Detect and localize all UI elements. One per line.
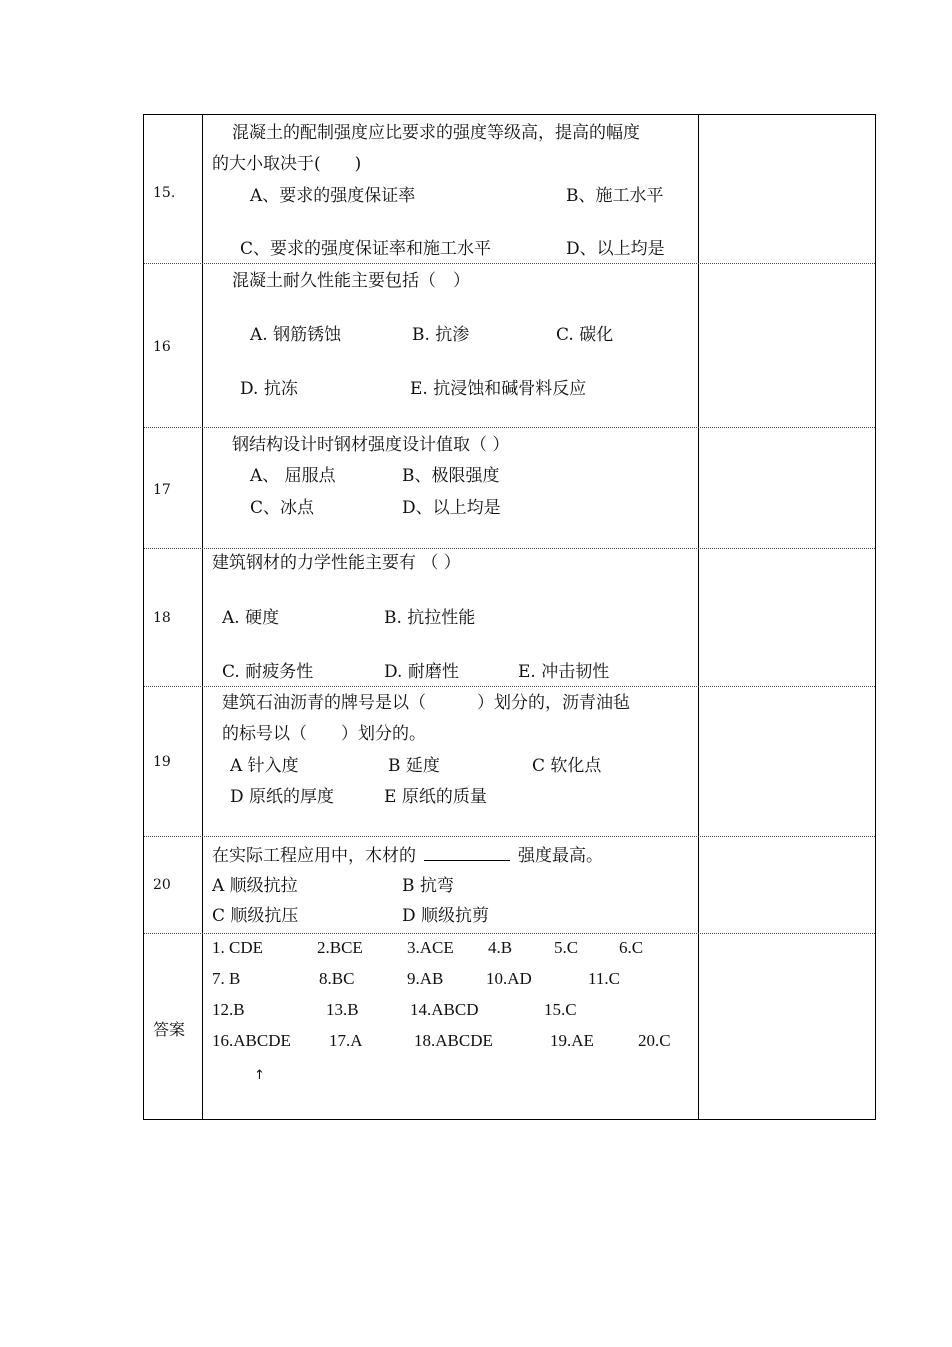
option: A、 屈服点: [250, 466, 336, 486]
question-stem-start: 在实际工程应用中，木材的: [212, 846, 416, 866]
option: A 针入度: [230, 756, 299, 776]
option: E 原纸的质量: [384, 787, 487, 807]
option: C、冰点: [250, 498, 315, 518]
answer-item: 6.C: [619, 938, 644, 957]
question-number: 18: [153, 610, 171, 626]
option: C 软化点: [532, 756, 602, 776]
option: D. 耐磨性: [384, 662, 459, 682]
row-divider: [144, 933, 875, 934]
option: D、以上均是: [402, 498, 501, 518]
question-number: 15.: [153, 185, 176, 201]
option: B. 抗渗: [412, 325, 470, 345]
question-stem-end: 强度最高。: [518, 846, 603, 866]
answer-item: 2.BCE: [317, 938, 363, 957]
question-stem: 混凝土的配制强度应比要求的强度等级高，提高的幅度: [232, 123, 640, 143]
answer-item: 7. B: [212, 969, 241, 988]
answer-item: 3.ACE: [407, 938, 454, 957]
option: E. 冲击韧性: [518, 662, 610, 682]
row-divider: [144, 548, 875, 549]
question-number: 20: [153, 877, 171, 893]
option: C. 耐疲务性: [222, 662, 314, 682]
question-number: 19: [153, 754, 171, 770]
answer-item: 9.AB: [407, 969, 444, 988]
arrow-up-icon: ↑: [254, 1068, 265, 1083]
question-stem: 建筑石油沥青的牌号是以（ ）划分的，沥青油毡: [222, 693, 630, 713]
answer-item: 16.ABCDE: [212, 1031, 291, 1050]
answer-item: 8.BC: [319, 969, 355, 988]
option: D 顺级抗剪: [402, 906, 490, 926]
option: D 原纸的厚度: [230, 787, 335, 807]
question-number: 17: [153, 482, 171, 498]
question-number: 16: [153, 339, 171, 355]
row-divider: [144, 836, 875, 837]
option: B 抗弯: [402, 876, 454, 896]
question-stem: 混凝土耐久性能主要包括（ ）: [232, 271, 470, 291]
option: A、要求的强度保证率: [250, 186, 416, 206]
option: B 延度: [388, 756, 440, 776]
option: C、要求的强度保证率和施工水平: [240, 239, 492, 259]
answer-item: 1. CDE: [212, 938, 263, 957]
option: B、极限强度: [402, 466, 500, 486]
answer-item: 18.ABCDE: [414, 1031, 493, 1050]
answer-item: 14.ABCD: [410, 1000, 479, 1019]
column-divider-left: [202, 115, 203, 1119]
answer-item: 20.C: [638, 1031, 671, 1050]
option: D、以上均是: [566, 239, 665, 259]
answer-item: 5.C: [554, 938, 579, 957]
quiz-table: [143, 114, 876, 1120]
question-stem: 钢结构设计时钢材强度设计值取（ ）: [232, 435, 510, 455]
option: C 顺级抗压: [212, 906, 299, 926]
option: A. 硬度: [222, 608, 280, 628]
answer-item: 4.B: [488, 938, 513, 957]
answer-item: 15.C: [544, 1000, 577, 1019]
option: B. 抗拉性能: [384, 608, 476, 628]
answer-item: 11.C: [588, 969, 620, 988]
answer-item: 10.AD: [486, 969, 532, 988]
option: B、施工水平: [566, 186, 664, 206]
option: C. 碳化: [556, 325, 614, 345]
answer-item: 12.B: [212, 1000, 245, 1019]
answer-label: 答案: [153, 1020, 186, 1039]
answer-item: 17.A: [329, 1031, 363, 1050]
row-divider: [144, 686, 875, 687]
option: D. 抗冻: [240, 379, 298, 399]
option: E. 抗浸蚀和碱骨料反应: [410, 379, 587, 399]
question-stem: [212, 845, 603, 867]
row-divider: [144, 427, 875, 428]
row-divider: [144, 263, 875, 264]
answer-item: 13.B: [326, 1000, 359, 1019]
answer-item: 19.AE: [550, 1031, 594, 1050]
question-stem: 的标号以（ ）划分的。: [222, 724, 426, 744]
question-stem: 的大小取决于( ): [212, 154, 362, 174]
column-divider-right: [698, 115, 699, 1119]
fill-in-blank: [424, 846, 510, 861]
option: A 顺级抗拉: [212, 876, 298, 896]
question-stem: 建筑钢材的力学性能主要有 （ ）: [212, 553, 461, 573]
option: A. 钢筋锈蚀: [250, 325, 342, 345]
